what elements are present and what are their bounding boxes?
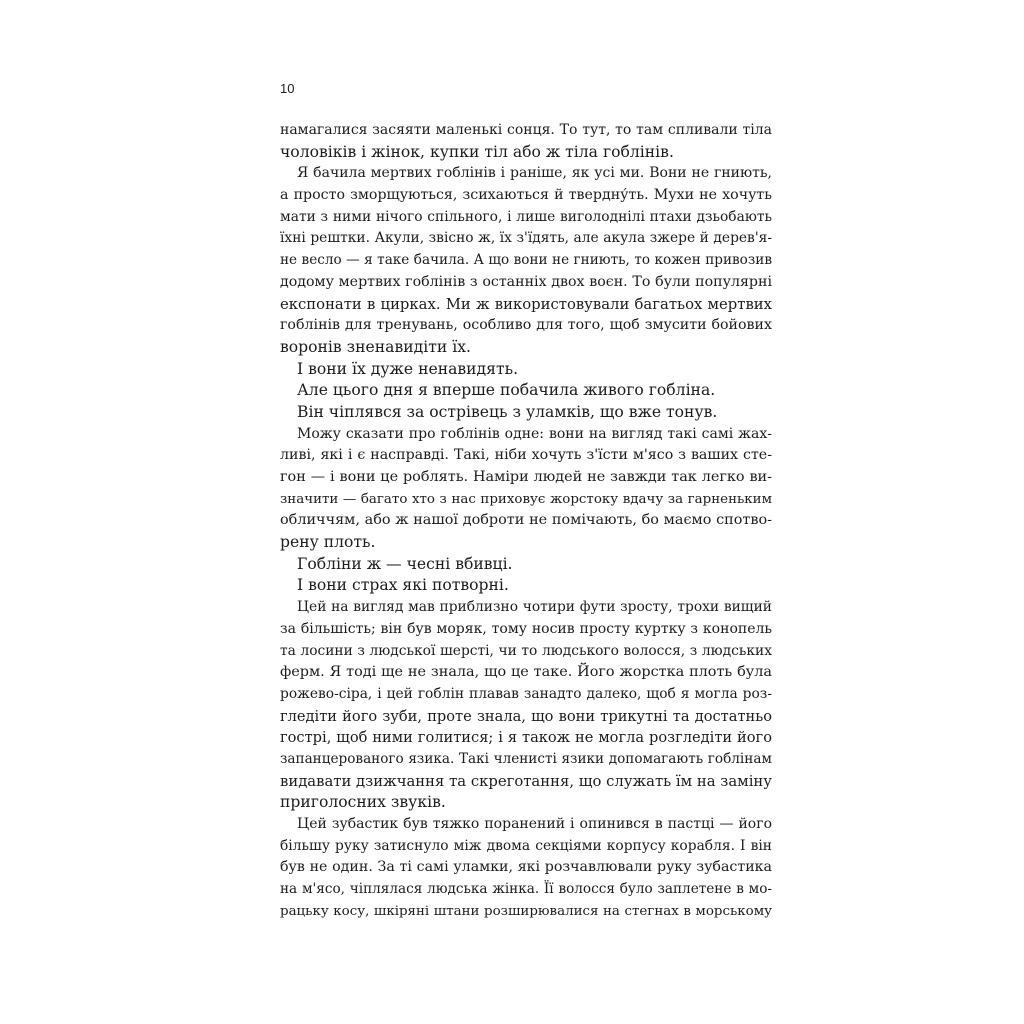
text-line: Гобліни ж — чесні вбивці. <box>297 554 513 573</box>
text-line: не весло — я таке бачила. А що вони не гниють, то кожен привозив <box>280 252 772 269</box>
text-line: гледіти його зуби, проте знала, що вони трикутні та достатньо <box>280 707 772 725</box>
text-line: Цей на вигляд мав приблизно чотири фути зросту, трохи вищий <box>297 599 772 616</box>
text-line: гоблінів для тренувань, особливо для того, щоб змусити бойових <box>280 317 772 334</box>
text-line: значити — багато хто з нас приховує жорстоку вдачу за гарненьким <box>280 491 772 507</box>
text-line: намагалися засяяти маленькі сонця. То тут, то там спливали тіла <box>280 122 772 138</box>
text-line: ферм. Я тоді ще не знала, що це таке. Його жорстка плоть була <box>280 664 772 681</box>
text-line: був не один. За ті самі уламки, які розчавлювали руку зубастика <box>280 859 772 876</box>
text-line: та лосини з людської шерсті, чи то людського волосся, з людських <box>280 642 772 659</box>
page-number: 10 <box>280 81 295 96</box>
text-line: приголосних звуків. <box>280 793 446 812</box>
text-line: видавати дзижчання та скреготання, що служать їм на заміну <box>280 772 772 790</box>
text-line: ливі, які і є насправді. Такі, ніби хочуть з'їсти м'ясо з ваших сте- <box>280 447 772 464</box>
text-line: гон — і вони це роблять. Наміри людей не завжди так легко ви- <box>280 469 772 485</box>
text-line: експонати в цирках. Ми ж використовували багатьох мертвих <box>280 295 772 313</box>
text-line: більшу руку затиснуло між двома секціями корпусу корабля. І він <box>280 837 772 854</box>
text-line: Цей зубастик був тяжко поранений і опинився в пастці — його <box>297 816 772 832</box>
text-line: додому мертвих гоблінів з останніх двох воєн. То були популярні <box>280 273 772 290</box>
text-line: а просто зморщуються, зсихаються й твердну́ть. Мухи не хочуть <box>280 187 772 204</box>
text-line: запанцерованого язика. Такі членисті язики допомагають гоблінам <box>280 750 772 767</box>
text-line: рену плоть. <box>280 533 376 552</box>
text-line: Я бачила мертвих гоблінів і раніше, як усі ми. Вони не гниють, <box>297 165 772 182</box>
text-line: на м'ясо, чіплялася людська жінка. Її волосся було заплетене в мо- <box>280 881 772 898</box>
text-line: гострі, щоб ними голитися; і я також не могла розгледіти його <box>280 729 772 747</box>
body-text <box>280 120 772 922</box>
text-line: І вони їх дуже ненавидять. <box>297 359 519 378</box>
text-line: Але цього дня я вперше побачила живого гобліна. <box>297 381 716 400</box>
text-line: рожево-сіра, і цей гоблін плавав занадто далеко, щоб я могла роз- <box>280 685 772 702</box>
text-line: їхні рештки. Акули, звісно ж, їх з'їдять, але акула зжере й дерев'я- <box>280 230 772 247</box>
text-line: обличчям, або ж нашої доброти не помічають, бо маємо спотво- <box>280 512 772 529</box>
text-line: за більшість; він був моряк, тому носив просту куртку з конопель <box>280 620 772 637</box>
text-line: рацьку косу, шкіряні штани розширювалися на стегнах в морському <box>280 903 772 919</box>
text-line: чоловіків і жінок, купки тіл або ж тіла гоблінів. <box>280 142 674 161</box>
text-line: мати з ними нічого спільного, і лише виголоднілі птахи дзьобають <box>280 208 772 225</box>
text-line: воронів зненавидіти їх. <box>280 337 471 356</box>
text-line: І вони страх які потворні. <box>297 576 509 595</box>
text-line: Можу сказати про гоблінів одне: вони на вигляд такі самі жах- <box>297 425 772 442</box>
text-line: Він чіплявся за острівець з уламків, що вже тонув. <box>297 402 718 421</box>
